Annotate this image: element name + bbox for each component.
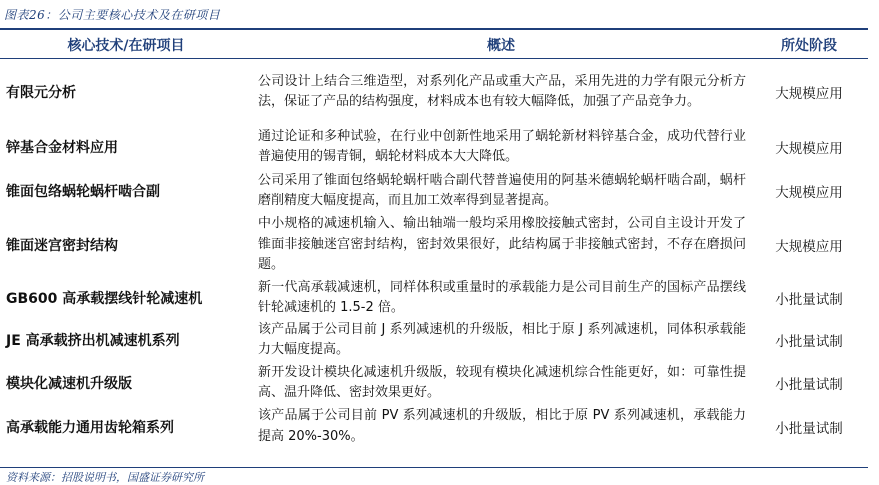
table-bottom-divider xyxy=(0,467,868,468)
tech-name: 高承载能力通用齿轮箱系列 xyxy=(6,419,174,436)
tech-description: 通过论证和多种试验，在行业中创新性地采用了蜗轮新材料锌基合金，成功代替行业普遍使用的锡青铜，蜗轮材料成本大大降低。 xyxy=(258,128,746,164)
tech-stage: 大规模应用 xyxy=(775,86,843,102)
tech-description: 新一代高承载减速机，同样体积或重量时的承载能力是公司目前生产的国标产品摆线针轮减速机的 1.5-2 倍。 xyxy=(258,279,746,315)
figure-caption: 图表26：公司主要核心技术及在研项目 xyxy=(4,8,221,22)
table-row xyxy=(0,125,868,169)
tech-stage: 大规模应用 xyxy=(775,185,843,201)
tech-name: JE 高承载挤出机减速机系列 xyxy=(6,333,180,349)
tech-table xyxy=(0,31,868,448)
table-row xyxy=(0,169,868,213)
tech-name: GB600 高承载摆线针轮减速机 xyxy=(6,291,203,307)
tech-stage: 小批量试制 xyxy=(775,292,843,308)
tech-description: 该产品属于公司目前 J 系列减速机的升级版，相比于原 J 系列减速机，同体积承载能力大幅度提高。 xyxy=(258,321,746,357)
tech-stage: 小批量试制 xyxy=(775,420,843,437)
tech-stage: 小批量试制 xyxy=(775,334,843,350)
table-row xyxy=(0,59,868,126)
tech-description: 公司设计上结合三维造型，对系列化产品或重大产品，采用先进的力学有限元分析方法，保证了产品的结构强度，材料成本也有较大幅降低，加强了产品竞争力。 xyxy=(258,73,746,109)
table-row xyxy=(0,213,868,277)
tech-name: 有限元分析 xyxy=(6,85,76,101)
tech-stage: 小批量试制 xyxy=(775,377,843,393)
header-tech: 核心技术/在研项目 xyxy=(0,31,252,59)
tech-name: 模块化减速机升级版 xyxy=(6,376,132,392)
table-header-row xyxy=(0,31,868,59)
tech-description: 该产品属于公司目前 PV 系列减速机的升级版，相比于原 PV 系列减速机，承载能力提高 20%-30%。 xyxy=(258,408,746,444)
source-note: 资料来源：招股说明书，国盛证券研究所 xyxy=(6,471,204,484)
table-row xyxy=(0,319,868,361)
header-stage: 所处阶段 xyxy=(750,31,868,59)
table-row xyxy=(0,405,868,448)
caption-divider xyxy=(0,28,868,30)
tech-name: 锥面包络蜗轮蜗杆啮合副 xyxy=(6,184,160,200)
tech-name: 锥面迷宫密封结构 xyxy=(6,238,118,254)
table-row xyxy=(0,277,868,319)
tech-description: 中小规格的减速机输入、输出轴端一般均采用橡胶接触式密封，公司自主设计开发了锥面非接触迷宫密封结构，密封效果很好，此结构属于非接触式密封，不存在磨损问题。 xyxy=(258,216,746,273)
header-desc: 概述 xyxy=(252,31,750,59)
tech-description: 公司采用了锥面包络蜗轮蜗杆啮合副代替普遍使用的阿基米德蜗轮蜗杆啮合副，蜗杆磨削精度大幅度提高，而且加工效率得到显著提高。 xyxy=(258,172,746,208)
tech-name: 锌基合金材料应用 xyxy=(6,140,118,156)
tech-stage: 大规模应用 xyxy=(775,239,843,255)
tech-stage: 大规模应用 xyxy=(775,141,843,157)
table-row xyxy=(0,361,868,405)
tech-description: 新开发设计模块化减速机升级版，较现有模块化减速机综合性能更好，如：可靠性提高、温升降低、密封效果更好。 xyxy=(258,364,746,400)
